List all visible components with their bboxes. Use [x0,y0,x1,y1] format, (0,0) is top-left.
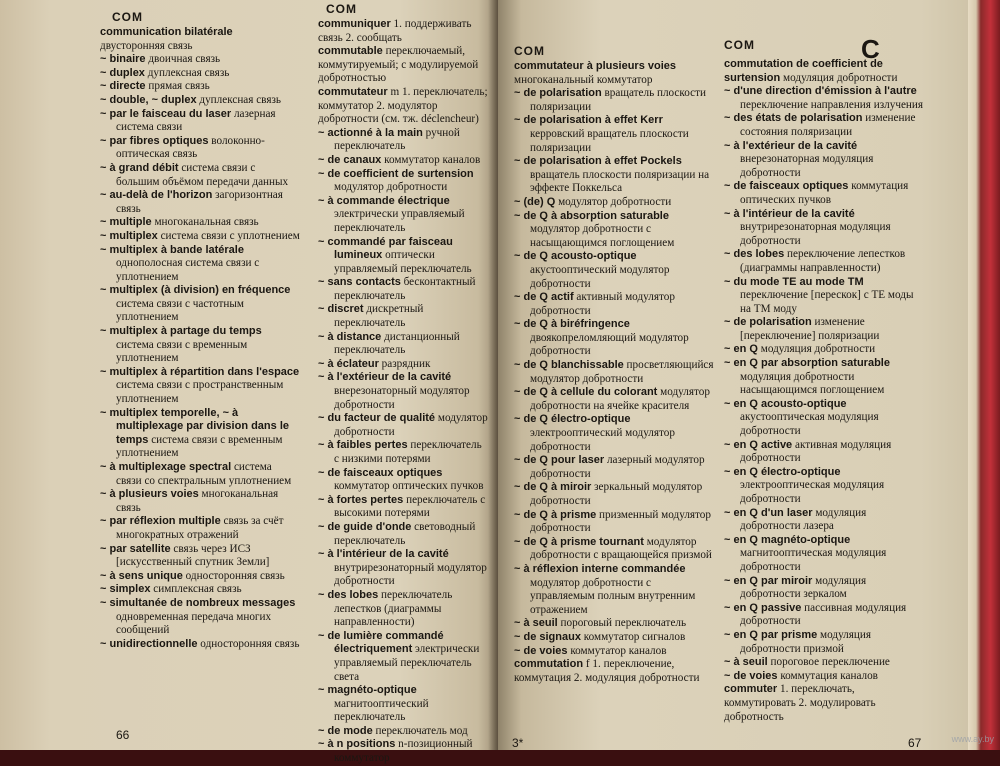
dictionary-entry [100,67,300,81]
dictionary-entry [514,645,714,659]
entry-headword: ~ commandé par faisceau lumineux [318,235,453,262]
entry-translation: модулятор добротности с вращающейся призмой [530,535,712,562]
entry-translation: коммутатор каналов [384,153,481,166]
dictionary-entry [100,108,300,135]
entry-translation: дуплексная связь [147,66,230,79]
entry-translation: коммутатор каналов [570,644,667,657]
entry-translation: керровский вращатель плоскости поляризации [530,127,689,154]
entry-translation: модулятор добротности [334,412,488,438]
signature-mark: 3* [512,736,524,750]
dictionary-entry [318,589,488,630]
entry-translation: модулятор добротности с насыщающимся поглощением [530,223,675,249]
entry-translation: f 1. переключение, коммутация 2. модуляция добротности [514,658,700,684]
entry-headword: ~ multiplex à répartition dans l'espace [100,365,300,378]
entry-translation: световодный переключатель [334,520,476,547]
dictionary-entry [724,398,924,439]
dictionary-entry [724,357,924,398]
entry-translation: 1. переключать, коммутировать 2. модулировать добротность [724,683,876,723]
entry-translation: система связи с большим объёмом передачи данных [116,161,289,188]
dictionary-entry [724,602,924,629]
entry-translation: модулятор добротности на ячейке красителя [530,386,710,412]
entry-headword: ~ en Q par prisme [724,628,818,641]
entry-translation: многоканальная связь [154,216,259,229]
dictionary-entry [100,461,300,488]
entry-translation: коммутатор сигналов [583,630,686,643]
entry-translation: односторонняя связь [200,637,300,650]
entry-headword: ~ à faibles pertes [318,439,408,452]
dictionary-entry [318,548,488,589]
entry-headword: ~ à plusieurs voies [100,488,199,501]
entry-translation: модуляция добротности призмой [740,628,872,655]
dictionary-entry [514,563,714,617]
entry-translation: активная модуляция добротности [740,438,892,465]
dictionary-entry [100,244,300,285]
entry-translation: пороговое переключение [770,656,890,669]
page-number-right: 67 [908,736,922,750]
entry-translation: внутрирезонаторная модуляция добротности [740,221,891,247]
dictionary-entry [318,195,488,236]
entry-headword: ~ magnéto-optique [318,684,417,697]
dictionary-entry [724,112,924,139]
entry-translation: электрооптическая модуляция добротности [740,479,885,505]
dictionary-entry [514,250,714,291]
dictionary-column-right-1 [514,60,714,685]
entry-headword: ~ de polarisation à effet Pockels [514,155,682,168]
dictionary-entry [100,162,300,189]
running-header-right-col2: COM [724,38,755,52]
entry-headword: ~ à grand débit [100,161,179,174]
entry-translation: m 1. переключатель; коммутатор 2. модулятор добротности (см. тж. déclencheur) [318,85,488,126]
entry-headword: ~ de Q à absorption saturable [514,209,669,222]
dictionary-entry [724,248,924,275]
entry-headword: ~ des lobes [318,588,379,601]
entry-headword: ~ à sens unique [100,569,183,582]
dictionary-entry [724,316,924,343]
dictionary-entry [318,725,488,739]
entry-translation: модуляция добротности лазера [740,506,867,533]
entry-headword: ~ de faisceaux optiques [318,466,443,479]
entry-headword: ~ à réflexion interne commandée [514,562,686,575]
entry-headword: ~ en Q d'un laser [724,506,813,519]
entry-translation: вращатель плоскости поляризации на эффекте Поккельса [530,168,710,195]
dictionary-entry [724,180,924,207]
dictionary-entry [318,439,488,466]
entry-headword: ~ à l'extérieur de la cavité [318,371,452,384]
dictionary-entry [100,80,300,94]
entry-translation: система связи с уплотнением [160,229,300,242]
dictionary-entry [318,630,488,684]
entry-headword: ~ à l'extérieur de la cavité [724,139,858,152]
dictionary-entry [100,53,300,67]
entry-translation: загоризонтная связь [116,189,283,215]
entry-headword: ~ multiplex (à division) en fréquence [100,284,291,297]
dictionary-entry [514,210,714,251]
entry-translation: система связи с частотным уплотнением [116,297,244,324]
dictionary-entry [318,371,488,412]
entry-headword: ~ unidirectionnelle [100,637,198,650]
running-header-left-col1: COM [112,10,143,24]
entry-translation: разрядник [381,357,431,370]
entry-translation: система связи с пространственным уплотнением [116,379,284,406]
entry-headword: ~ à seuil [514,617,558,630]
dictionary-entry [318,738,488,765]
dictionary-entry [318,276,488,303]
entry-headword: ~ directe [100,80,146,93]
entry-headword: ~ à l'intérieur de la cavité [318,548,449,561]
entry-headword: ~ de voies [724,669,778,682]
entry-headword: ~ de Q acousto-optique [514,250,637,263]
dictionary-entry [514,155,714,196]
entry-translation: переключение лепестков (диаграммы направленности) [740,248,906,274]
entry-translation: переключатель с высокими потерями [334,493,486,520]
dictionary-entry [514,386,714,413]
entry-headword: ~ à commande électrique [318,194,450,207]
dictionary-entry [100,94,300,108]
entry-translation: электрически управляемый переключатель [334,208,465,234]
dictionary-entry [724,208,924,249]
entry-headword: ~ multiplex temporelle, ~ à multiplexage par division dans le temps [100,406,289,446]
entry-headword: ~ de Q électro-optique [514,413,631,426]
entry-translation: внутрирезонаторный модулятор добротности [334,561,487,588]
dictionary-entry [100,638,300,652]
entry-translation: призменный модулятор добротности [530,508,711,535]
entry-headword: ~ de voies [514,644,568,657]
dictionary-entry [724,85,924,112]
book-cover-edge [968,0,1000,750]
entry-headword: ~ simplex [100,583,151,596]
entry-headword: ~ en Q par absorption saturable [724,357,890,370]
entry-headword: ~ multiplex [100,229,158,242]
dictionary-entry [100,543,300,570]
dictionary-entry [100,325,300,366]
entry-translation: лазерный модулятор добротности [530,454,705,480]
dictionary-entry [318,168,488,195]
entry-headword: ~ multiplex à partage du temps [100,325,262,338]
dictionary-entry [724,466,924,507]
dictionary-entry [100,407,300,461]
dictionary-entry [100,216,300,230]
dictionary-entry [100,284,300,325]
entry-headword: ~ à fortes pertes [318,493,404,506]
entry-translation: магнитооптическая модуляция добротности [740,547,887,573]
entry-translation: лазерная система связи [116,107,276,134]
entry-headword: ~ de Q à prisme [514,508,597,521]
entry-translation: модулятор добротности [558,195,672,208]
entry-headword: ~ de signaux [514,630,581,643]
watermark: www.ay.by [951,734,994,744]
entry-headword: commutable [318,45,383,58]
entry-translation: пороговый переключатель [560,617,687,630]
entry-translation: n-позиционный коммутатор [334,738,473,765]
entry-headword: communiquer [318,18,391,30]
entry-headword: ~ multiplex à bande latérale [100,243,244,256]
entry-translation: модулятор добротности с управляемым полным внутренним отражением [530,576,696,616]
entry-translation: переключение направления излучения [740,98,924,111]
entry-translation: коммутатор оптических пучков [334,480,484,493]
entry-headword: ~ à multiplexage spectral [100,461,232,473]
dictionary-entry [318,45,488,86]
entry-translation: магнитооптический переключатель [334,697,429,724]
entry-headword: ~ de guide d'onde [318,520,412,533]
entry-translation: связь за счёт многократных отражений [116,515,284,541]
entry-headword: ~ en Q électro-optique [724,465,841,478]
entry-translation: оптически управляемый переключатель [334,249,472,275]
dictionary-entry [724,670,924,684]
entry-headword: ~ de faisceaux optiques [724,180,849,193]
entry-headword: ~ en Q passive [724,601,802,614]
entry-headword: ~ du facteur de qualité [318,412,436,425]
entry-headword: ~ de canaux [318,153,382,166]
entry-headword: commutateur à plusieurs voies [514,60,676,72]
entry-translation: система связи с временным уплотнением [116,433,283,460]
dictionary-entry [514,631,714,645]
dictionary-entry [514,318,714,359]
section-letter: C [861,34,880,64]
entry-headword: ~ multiple [100,216,152,229]
entry-headword: ~ de lumière commandé électriquement [318,629,444,656]
dictionary-entry [724,656,924,670]
entry-headword: ~ des états de polarisation [724,112,863,125]
dictionary-entry [318,331,488,358]
entry-headword: ~ de Q à prisme tournant [514,535,644,548]
running-header-left-col2: COM [326,2,357,16]
dictionary-entry [100,189,300,216]
dictionary-entry [318,236,488,277]
dictionary-entry [100,366,300,407]
dictionary-entry [514,617,714,631]
entry-translation: переключатель лепестков (диаграммы направленности) [334,588,453,629]
entry-translation: модулятор добротности [334,181,448,194]
entry-headword: ~ en Q active [724,438,793,451]
entry-headword: ~ en Q magnéto-optique [724,533,851,546]
entry-headword: ~ simultanée de nombreux messages [100,596,296,609]
entry-translation: прямая связь [148,80,210,93]
entry-translation: двоичная связь [148,53,221,66]
entry-headword: communication bilatérale [100,26,233,38]
entry-translation: симплексная связь [153,583,242,596]
entry-translation: 1. поддерживать связь 2. сообщать [318,18,472,44]
entry-headword: commutateur [318,85,388,98]
dictionary-entry [514,60,714,87]
entry-headword: ~ au-delà de l'horizon [100,189,213,202]
entry-headword: ~ de Q pour laser [514,454,605,467]
dictionary-entry [514,536,714,563]
dictionary-entry [514,509,714,536]
dictionary-entry [514,87,714,114]
entry-headword: ~ à éclateur [318,357,379,370]
dictionary-entry [514,454,714,481]
dictionary-entry [724,140,924,181]
entry-translation: коммутация оптических пучков [740,180,909,206]
dictionary-entry [318,467,488,494]
dictionary-entry [318,18,488,45]
dictionary-entry [514,291,714,318]
entry-translation: модуляция добротности насыщающимся поглощением [740,370,885,397]
entry-headword: ~ en Q acousto-optique [724,397,847,410]
dictionary-entry [724,343,924,357]
dictionary-entry [514,413,714,454]
dictionary-entry [724,58,924,85]
entry-headword: ~ de Q à miroir [514,481,592,494]
entry-headword: ~ (de) Q [514,195,556,208]
dictionary-entry [514,359,714,386]
dictionary-entry [100,26,300,53]
entry-translation: переключаемый, коммутируемый; с модулируемой добротностью [318,45,479,85]
dictionary-entry [318,303,488,330]
entry-translation: просветляющийся модулятор добротности [530,359,714,385]
entry-translation: активный модулятор добротности [530,291,675,317]
entry-translation: вращатель плоскости поляризации [530,87,706,113]
entry-headword: ~ de Q blanchissable [514,359,624,372]
entry-headword: ~ du mode TE au mode TM [724,275,864,288]
entry-translation: коммутация каналов [780,669,878,682]
dictionary-entry [318,86,488,127]
dictionary-entry [318,494,488,521]
dictionary-entry [318,684,488,725]
entry-translation: изменение [переключение] поляризации [740,316,880,342]
dictionary-entry [318,358,488,372]
entry-headword: ~ en Q par miroir [724,574,813,587]
right-page [498,0,968,750]
dictionary-entry [724,507,924,534]
left-page [0,0,498,765]
entry-translation: переключатель с низкими потерями [334,439,482,465]
entry-translation: дистанционный переключатель [334,330,460,357]
dictionary-entry [318,154,488,168]
entry-translation: изменение состояния поляризации [740,112,916,138]
dictionary-entry [100,515,300,542]
dictionary-entry [724,439,924,466]
running-header-right-col1: COM [514,44,545,58]
entry-translation: двоякопреломляющий модулятор добротности [530,331,689,358]
entry-headword: ~ des lobes [724,248,785,261]
entry-translation: односторонняя связь [185,569,285,582]
entry-translation: электрооптический модулятор добротности [530,427,675,453]
entry-headword: ~ à seuil [724,656,768,669]
entry-headword: ~ d'une direction d'émission à l'autre [724,85,917,98]
entry-translation: система связи с временным уплотнением [116,338,248,365]
entry-headword: ~ à n positions [318,738,396,751]
entry-headword: ~ double, ~ duplex [100,93,197,106]
dictionary-entry [100,488,300,515]
entry-translation: внерезонаторная модуляция добротности [740,153,874,179]
entry-translation: электрически управляемый переключатель света [334,643,480,683]
entry-translation: акустооптическая модуляция добротности [740,411,879,438]
dictionary-entry [100,583,300,597]
entry-headword: commutation [514,658,584,671]
entry-translation: одновременная передача многих сообщений [116,610,272,637]
dictionary-entry [514,196,714,210]
entry-headword: ~ de mode [318,724,373,737]
dictionary-entry [318,412,488,439]
entry-headword: ~ duplex [100,66,145,79]
entry-headword: ~ à distance [318,330,382,343]
page-number-left: 66 [116,728,130,742]
dictionary-column-left-2 [318,18,488,766]
entry-translation: система связи со спектральным уплотнением [116,461,292,487]
dictionary-entry [514,481,714,508]
entry-translation: внерезонаторный модулятор добротности [334,385,470,411]
entry-translation: переключение [перескок] с TE моды на TM моду [740,289,914,315]
dictionary-entry [724,683,924,724]
dictionary-entry [724,276,924,317]
entry-translation: акустооптический модулятор добротности [530,263,670,290]
entry-headword: ~ à l'intérieur de la cavité [724,207,855,220]
dictionary-entry [514,114,714,155]
entry-headword: ~ sans contacts [318,276,401,289]
dictionary-entry [724,575,924,602]
entry-translation: многоканальный коммутатор [514,73,653,86]
entry-headword: ~ par fibres optiques [100,134,209,147]
entry-translation: однополосная система связи с уплотнением [116,257,260,283]
entry-headword: ~ de Q actif [514,291,574,304]
entry-headword: ~ par satellite [100,542,171,555]
entry-headword: ~ binaire [100,53,146,66]
entry-headword: ~ par le faisceau du laser [100,107,232,120]
entry-translation: дуплексная связь [199,93,281,106]
entry-headword: ~ de coefficient de surtension [318,167,474,180]
entry-translation: модуляция добротности [783,71,898,84]
entry-headword: ~ de Q à biréfringence [514,318,630,331]
entry-headword: ~ discret [318,303,364,316]
entry-translation: ручной переключатель [334,126,460,153]
entry-translation: волоконно-оптическая связь [116,134,265,161]
entry-translation: модуляция добротности [760,343,876,356]
entry-headword: ~ par réflexion multiple [100,515,221,528]
dictionary-column-left-1 [100,26,300,651]
entry-headword: ~ en Q [724,343,758,356]
dictionary-entry [318,521,488,548]
dictionary-entry [724,534,924,575]
dictionary-entry [100,570,300,584]
entry-translation: зеркальный модулятор добротности [530,481,703,507]
entry-headword: commuter [724,683,778,696]
dictionary-entry [514,658,714,685]
dictionary-entry [100,597,300,638]
entry-translation: модуляция добротности зеркалом [740,574,867,601]
dictionary-column-right-2 [724,58,924,724]
entry-headword: ~ actionné à la main [318,126,423,139]
entry-headword: ~ de Q à cellule du colorant [514,386,658,399]
entry-translation: бесконтактный переключатель [334,276,476,302]
entry-translation: дискретный переключатель [334,303,424,330]
entry-headword: ~ de polarisation [514,87,602,100]
dictionary-entry [100,230,300,244]
entry-translation: двусторонняя связь [100,39,193,52]
dictionary-entry [724,629,924,656]
entry-translation: пассивная модуляция добротности [740,601,907,628]
entry-headword: ~ de polarisation à effet Kerr [514,114,663,127]
entry-headword: ~ de polarisation [724,316,812,329]
dictionary-entry [100,135,300,162]
entry-translation: переключатель мод [375,724,468,737]
dictionary-entry [318,127,488,154]
entry-headword: commutation de coefficient de surtension [724,58,883,84]
entry-translation: связь через ИСЗ [искусственный спутник Земли] [116,542,270,569]
entry-translation: многоканальная связь [116,488,279,514]
